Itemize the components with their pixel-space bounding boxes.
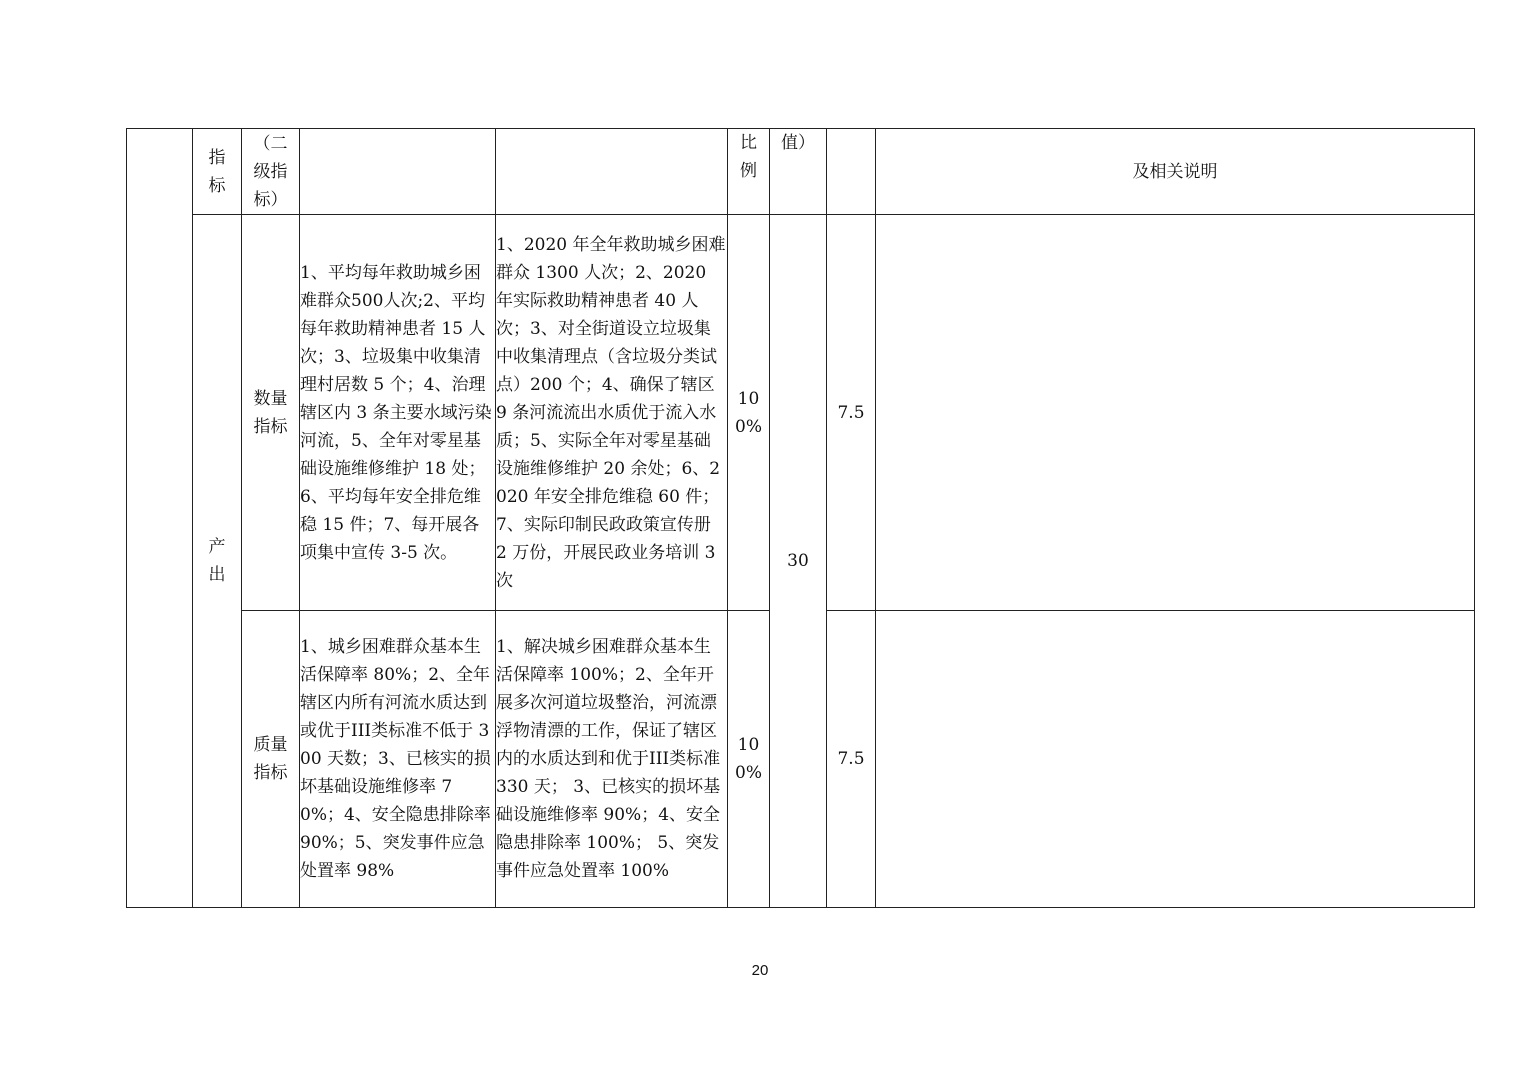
performance-table xyxy=(126,128,1475,908)
first-level-blank-cell xyxy=(127,129,193,908)
secondary-indicator-quantity: 数量 指标 xyxy=(242,215,300,611)
annual-target-text: 1、平均每年救助城乡困难群众500人次;2、平均每年救助精神患者 15 人次；3、垃圾集中收集清理村居数 5 个；4、治理辖区内 3 条主要水域污染河流，5、全年对零星基础设施维修维护 18 处；6、平均每年安全排危维稳 15 件；7、每开展各项集中宣传 3-5 次。 xyxy=(300,215,496,611)
header-ratio: 比 例 xyxy=(728,129,770,215)
header-secondary-indicator: （二 级指 标） xyxy=(242,129,300,215)
header-target-cell xyxy=(300,129,496,215)
header-weight: 值） xyxy=(770,129,827,215)
header-actual-cell xyxy=(496,129,728,215)
notes-cell xyxy=(876,215,1475,611)
header-score-cell xyxy=(827,129,876,215)
table-row xyxy=(127,215,1475,611)
actual-completion-text: 1、2020 年全年救助城乡困难群众 1300 人次；2、2020 年实际救助精神患者 40 人次；3、对全街道设立垃圾集中收集清理点（含垃圾分类试点）200 个；4、确保了辖区 9 条河流流出水质优于流入水质；5、实际全年对零星基础设施维修维护 20 余处；6、2020 年安全排危维稳 60 件；7、实际印制民政政策宣传册 2 万份，开展民政业务培训 3 次 xyxy=(496,215,728,611)
output-category-label: 产 出 xyxy=(193,215,242,908)
header-indicator: 指 标 xyxy=(193,129,242,215)
actual-completion-text: 1、解决城乡困难群众基本生活保障率 100%；2、全年开展多次河道垃圾整治，河流漂浮物清漂的工作，保证了辖区内的水质达到和优于III类标准 330 天； 3、已核实的损坏基础设施维修率 90%；4、安全隐患排除率 100%； 5、突发事件应急处置率 100% xyxy=(496,611,728,908)
header-row xyxy=(127,129,1475,215)
completion-ratio: 10 0% xyxy=(728,215,770,611)
score-value: 7.5 xyxy=(827,215,876,611)
annual-target-text: 1、城乡困难群众基本生活保障率 80%；2、全年辖区内所有河流水质达到或优于III类标准不低于 300 天数；3、已核实的损坏基础设施维修率 70%；4、安全隐患排除率 90%；5、突发事件应急处置率 98% xyxy=(300,611,496,908)
secondary-indicator-quality: 质量 指标 xyxy=(242,611,300,908)
score-value: 7.5 xyxy=(827,611,876,908)
page-number: 20 xyxy=(751,962,769,979)
header-notes: 及相关说明 xyxy=(876,129,1475,215)
notes-cell xyxy=(876,611,1475,908)
weight-value: 30 xyxy=(770,215,827,908)
completion-ratio: 10 0% xyxy=(728,611,770,908)
